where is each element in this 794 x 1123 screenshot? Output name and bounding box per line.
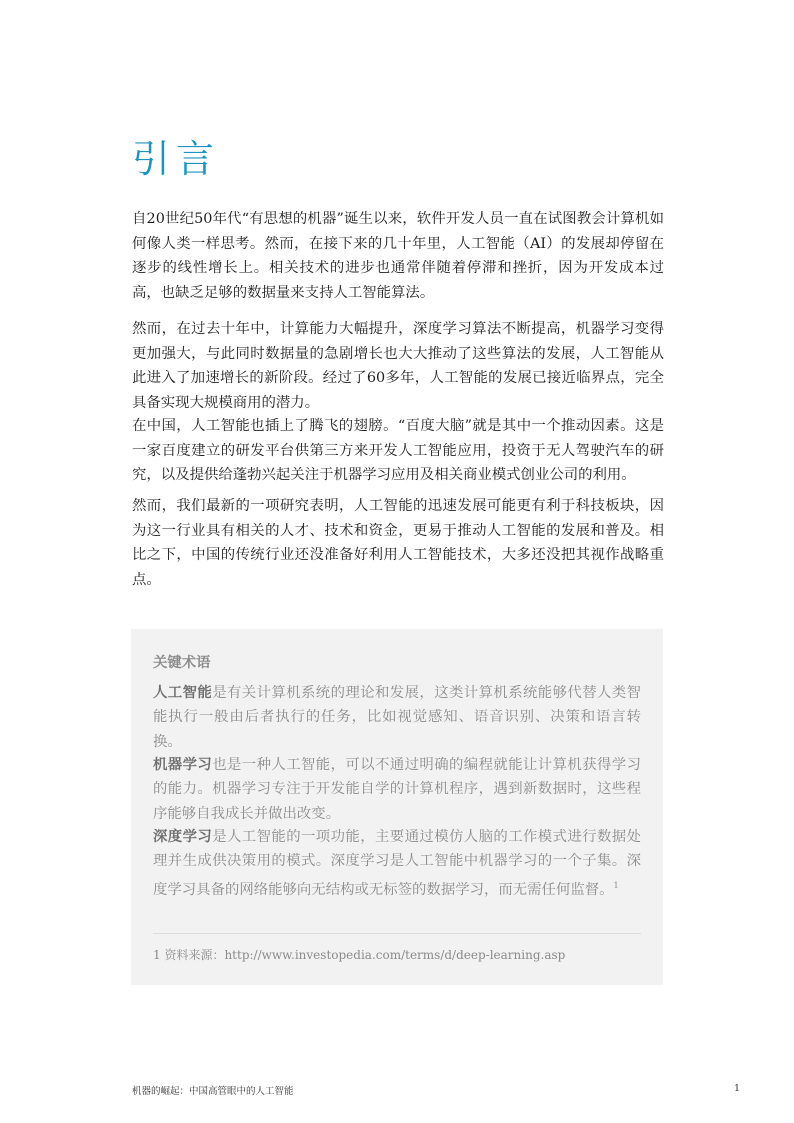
paragraph-4: 然而，我们最新的一项研究表明，人工智能的迅速发展可能更有利于科技板块，因为这一行业具有相关的人才、技术和资金，更易于推动人工智能的发展和普及。相比之下，中国的传统行业还没准备好利用人工智能技术，大多还没把其视作战略重点。 bbox=[132, 498, 664, 588]
term-ai-definition: 是有关计算机系统的理论和发展，这类计算机系统能够代替人类智能执行一般由后者执行的任务，比如视觉感知、语音识别、决策和语言转换。 bbox=[153, 685, 641, 750]
term-dl bbox=[153, 825, 641, 902]
term-ml bbox=[153, 753, 641, 826]
paragraph-1: 自20世纪50年代“有思想的机器”诞生以来，软件开发人员一直在试图教会计算机如何像人类一样思考。然而，在接下来的几十年里，人工智能（AI）的发展却停留在逐步的线性增长上。相关技术的进步也通常伴随着停滞和挫折，因为开发成本过高，也缺乏足够的数据量来支持人工智能算法。 bbox=[132, 211, 664, 301]
paragraph-2: 然而，在过去十年中，计算能力大幅提升，深度学习算法不断提高，机器学习变得更加强大，与此同时数据量的急剧增长也大大推动了这些算法的发展，人工智能从此进入了加速增长的新阶段。经过了60多年，人工智能的发展已接近临界点，完全具备实现大规模商用的潜力。 bbox=[132, 321, 664, 411]
paragraph-3: 在中国，人工智能也插上了腾飞的翅膀。“百度大脑”就是其中一个推动因素。这是一家百度建立的研发平台供第三方来开发人工智能应用，投资于无人驾驶汽车的研究，以及提供给蓬勃兴起关注于机器学习应用及相关商业模式创业公司的利用。 bbox=[132, 418, 664, 484]
key-terms-box bbox=[131, 629, 663, 985]
page-title: 引言 bbox=[132, 137, 221, 181]
footer-publication-title: 机器的崛起：中国高管眼中的人工智能 bbox=[132, 1086, 294, 1097]
key-terms-heading: 关键术语 bbox=[153, 654, 211, 671]
term-ml-label: 机器学习 bbox=[153, 756, 213, 773]
term-ai bbox=[153, 681, 641, 754]
term-dl-label: 深度学习 bbox=[153, 828, 213, 845]
footnote-source: 1 资料来源：http://www.investopedia.com/terms/d/deep-learning.asp bbox=[153, 948, 566, 962]
term-ml-definition: 也是一种人工智能，可以不通过明确的编程就能让计算机获得学习的能力。机器学习专注于开发能自学的计算机程序，遇到新数据时，这些程序能够自我成长并做出改变。 bbox=[153, 757, 641, 822]
footnote-mark: 1 bbox=[613, 880, 619, 890]
term-dl-definition: 是人工智能的一项功能，主要通过模仿人脑的工作模式进行数据处理并生成供决策用的模式。深度学习是人工智能中机器学习的一个子集。深度学习具备的网络能够向无结构或无标签的数据学习，而无需任何监督。 bbox=[153, 829, 641, 898]
term-ai-label: 人工智能 bbox=[153, 684, 213, 701]
footnote-divider bbox=[153, 933, 641, 934]
page-number: 1 bbox=[734, 1083, 741, 1094]
